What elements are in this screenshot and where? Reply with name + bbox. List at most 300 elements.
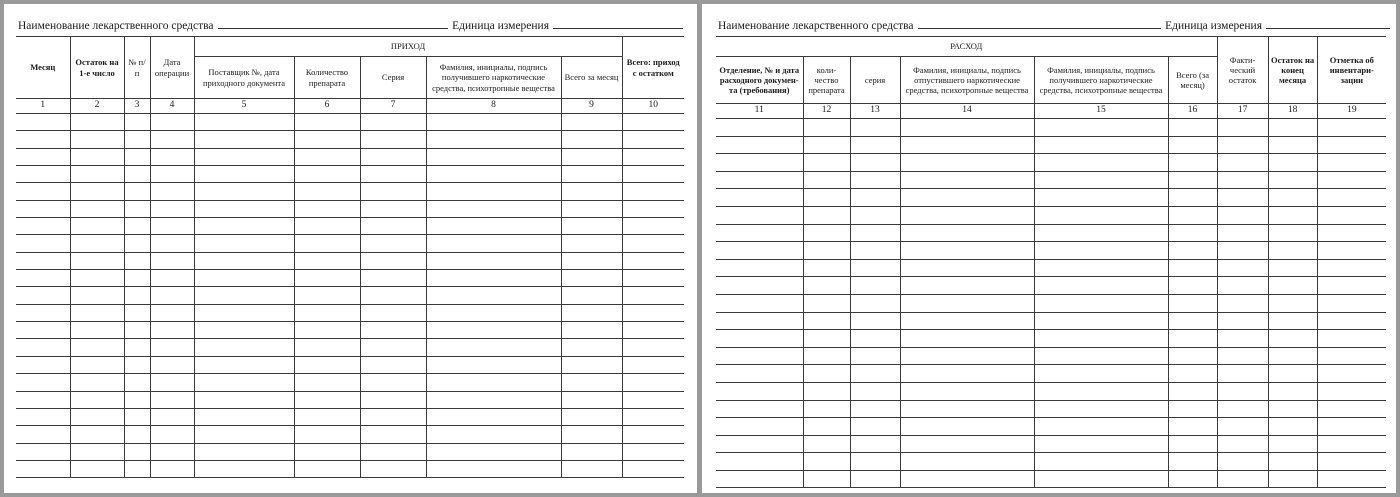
entry-cell[interactable] xyxy=(900,347,1034,365)
entry-cell[interactable] xyxy=(803,418,850,436)
entry-cell[interactable] xyxy=(360,287,426,304)
entry-cell[interactable] xyxy=(1034,206,1168,224)
entry-cell[interactable] xyxy=(716,347,803,365)
entry-cell[interactable] xyxy=(124,426,150,443)
entry-cell[interactable] xyxy=(1268,242,1317,260)
entry-cell[interactable] xyxy=(360,252,426,269)
entry-cell[interactable] xyxy=(850,330,900,348)
entry-cell[interactable] xyxy=(1217,470,1268,488)
entry-cell[interactable] xyxy=(716,206,803,224)
entry-cell[interactable] xyxy=(1268,119,1317,137)
entry-cell[interactable] xyxy=(70,391,124,408)
entry-cell[interactable] xyxy=(1168,206,1217,224)
entry-cell[interactable] xyxy=(803,453,850,471)
entry-cell[interactable] xyxy=(294,304,360,321)
entry-cell[interactable] xyxy=(150,252,194,269)
entry-cell[interactable] xyxy=(561,304,622,321)
entry-cell[interactable] xyxy=(803,136,850,154)
entry-cell[interactable] xyxy=(716,453,803,471)
entry-cell[interactable] xyxy=(360,339,426,356)
entry-cell[interactable] xyxy=(1317,330,1386,348)
entry-cell[interactable] xyxy=(1268,453,1317,471)
entry-cell[interactable] xyxy=(716,312,803,330)
entry-cell[interactable] xyxy=(360,235,426,252)
entry-cell[interactable] xyxy=(1268,189,1317,207)
entry-cell[interactable] xyxy=(426,200,561,217)
entry-cell[interactable] xyxy=(70,252,124,269)
entry-cell[interactable] xyxy=(150,408,194,425)
entry-cell[interactable] xyxy=(803,382,850,400)
entry-cell[interactable] xyxy=(716,435,803,453)
entry-cell[interactable] xyxy=(294,443,360,460)
entry-cell[interactable] xyxy=(294,287,360,304)
entry-cell[interactable] xyxy=(194,322,294,339)
entry-cell[interactable] xyxy=(900,330,1034,348)
entry-cell[interactable] xyxy=(850,277,900,295)
entry-cell[interactable] xyxy=(1268,206,1317,224)
entry-cell[interactable] xyxy=(70,443,124,460)
entry-cell[interactable] xyxy=(70,287,124,304)
entry-cell[interactable] xyxy=(150,322,194,339)
entry-cell[interactable] xyxy=(360,356,426,373)
entry-cell[interactable] xyxy=(16,235,70,252)
entry-cell[interactable] xyxy=(803,435,850,453)
entry-cell[interactable] xyxy=(716,136,803,154)
entry-cell[interactable] xyxy=(1317,418,1386,436)
entry-cell[interactable] xyxy=(294,166,360,183)
entry-cell[interactable] xyxy=(803,277,850,295)
entry-cell[interactable] xyxy=(1268,400,1317,418)
entry-cell[interactable] xyxy=(1168,330,1217,348)
entry-cell[interactable] xyxy=(1217,435,1268,453)
entry-cell[interactable] xyxy=(1217,119,1268,137)
entry-cell[interactable] xyxy=(850,119,900,137)
entry-cell[interactable] xyxy=(70,183,124,200)
entry-cell[interactable] xyxy=(150,426,194,443)
entry-cell[interactable] xyxy=(1168,400,1217,418)
entry-cell[interactable] xyxy=(150,166,194,183)
entry-cell[interactable] xyxy=(1217,259,1268,277)
entry-cell[interactable] xyxy=(1268,224,1317,242)
entry-cell[interactable] xyxy=(70,235,124,252)
entry-cell[interactable] xyxy=(561,252,622,269)
entry-cell[interactable] xyxy=(294,114,360,131)
entry-cell[interactable] xyxy=(1217,312,1268,330)
entry-cell[interactable] xyxy=(1268,418,1317,436)
entry-cell[interactable] xyxy=(1268,470,1317,488)
entry-cell[interactable] xyxy=(622,252,684,269)
entry-cell[interactable] xyxy=(716,119,803,137)
entry-cell[interactable] xyxy=(1034,189,1168,207)
entry-cell[interactable] xyxy=(70,304,124,321)
entry-cell[interactable] xyxy=(70,166,124,183)
entry-cell[interactable] xyxy=(803,119,850,137)
entry-cell[interactable] xyxy=(622,131,684,148)
entry-cell[interactable] xyxy=(900,294,1034,312)
entry-cell[interactable] xyxy=(1168,171,1217,189)
entry-cell[interactable] xyxy=(360,304,426,321)
entry-cell[interactable] xyxy=(803,171,850,189)
entry-cell[interactable] xyxy=(426,374,561,391)
entry-cell[interactable] xyxy=(16,339,70,356)
entry-cell[interactable] xyxy=(850,453,900,471)
entry-cell[interactable] xyxy=(1268,259,1317,277)
entry-cell[interactable] xyxy=(1034,294,1168,312)
entry-cell[interactable] xyxy=(360,200,426,217)
entry-cell[interactable] xyxy=(850,400,900,418)
entry-cell[interactable] xyxy=(1034,277,1168,295)
entry-cell[interactable] xyxy=(124,374,150,391)
entry-cell[interactable] xyxy=(850,347,900,365)
entry-cell[interactable] xyxy=(716,365,803,383)
entry-cell[interactable] xyxy=(124,356,150,373)
entry-cell[interactable] xyxy=(850,294,900,312)
entry-cell[interactable] xyxy=(1217,453,1268,471)
entry-cell[interactable] xyxy=(1034,330,1168,348)
entry-cell[interactable] xyxy=(294,460,360,477)
entry-cell[interactable] xyxy=(1217,154,1268,172)
entry-cell[interactable] xyxy=(1034,382,1168,400)
entry-cell[interactable] xyxy=(426,270,561,287)
entry-cell[interactable] xyxy=(294,408,360,425)
entry-cell[interactable] xyxy=(1168,312,1217,330)
entry-cell[interactable] xyxy=(1317,435,1386,453)
entry-cell[interactable] xyxy=(1268,294,1317,312)
entry-cell[interactable] xyxy=(150,200,194,217)
entry-cell[interactable] xyxy=(194,339,294,356)
entry-cell[interactable] xyxy=(622,443,684,460)
entry-cell[interactable] xyxy=(850,418,900,436)
entry-cell[interactable] xyxy=(16,443,70,460)
entry-cell[interactable] xyxy=(294,339,360,356)
entry-cell[interactable] xyxy=(70,131,124,148)
entry-cell[interactable] xyxy=(716,277,803,295)
entry-cell[interactable] xyxy=(1217,382,1268,400)
entry-cell[interactable] xyxy=(716,154,803,172)
entry-cell[interactable] xyxy=(70,322,124,339)
entry-cell[interactable] xyxy=(194,374,294,391)
entry-cell[interactable] xyxy=(360,391,426,408)
entry-cell[interactable] xyxy=(16,304,70,321)
entry-cell[interactable] xyxy=(900,470,1034,488)
entry-cell[interactable] xyxy=(1268,347,1317,365)
entry-cell[interactable] xyxy=(803,400,850,418)
entry-cell[interactable] xyxy=(850,224,900,242)
entry-cell[interactable] xyxy=(561,183,622,200)
entry-cell[interactable] xyxy=(194,443,294,460)
entry-cell[interactable] xyxy=(1168,470,1217,488)
entry-cell[interactable] xyxy=(1034,224,1168,242)
entry-cell[interactable] xyxy=(194,270,294,287)
entry-cell[interactable] xyxy=(150,114,194,131)
entry-cell[interactable] xyxy=(900,277,1034,295)
entry-cell[interactable] xyxy=(561,460,622,477)
entry-cell[interactable] xyxy=(622,114,684,131)
entry-cell[interactable] xyxy=(70,270,124,287)
entry-cell[interactable] xyxy=(150,339,194,356)
entry-cell[interactable] xyxy=(561,166,622,183)
entry-cell[interactable] xyxy=(561,218,622,235)
entry-cell[interactable] xyxy=(622,391,684,408)
entry-cell[interactable] xyxy=(622,183,684,200)
entry-cell[interactable] xyxy=(150,460,194,477)
entry-cell[interactable] xyxy=(124,183,150,200)
entry-cell[interactable] xyxy=(622,304,684,321)
entry-cell[interactable] xyxy=(1034,242,1168,260)
entry-cell[interactable] xyxy=(16,374,70,391)
entry-cell[interactable] xyxy=(1034,119,1168,137)
entry-cell[interactable] xyxy=(70,339,124,356)
entry-cell[interactable] xyxy=(803,347,850,365)
entry-cell[interactable] xyxy=(1034,470,1168,488)
entry-cell[interactable] xyxy=(426,287,561,304)
entry-cell[interactable] xyxy=(150,131,194,148)
entry-cell[interactable] xyxy=(561,235,622,252)
entry-cell[interactable] xyxy=(622,408,684,425)
entry-cell[interactable] xyxy=(16,322,70,339)
entry-cell[interactable] xyxy=(900,224,1034,242)
entry-cell[interactable] xyxy=(900,259,1034,277)
entry-cell[interactable] xyxy=(124,200,150,217)
entry-cell[interactable] xyxy=(150,235,194,252)
entry-cell[interactable] xyxy=(1034,365,1168,383)
entry-cell[interactable] xyxy=(124,408,150,425)
entry-cell[interactable] xyxy=(194,408,294,425)
entry-cell[interactable] xyxy=(561,322,622,339)
entry-cell[interactable] xyxy=(850,206,900,224)
entry-cell[interactable] xyxy=(561,200,622,217)
entry-cell[interactable] xyxy=(1217,171,1268,189)
entry-cell[interactable] xyxy=(1317,400,1386,418)
entry-cell[interactable] xyxy=(561,443,622,460)
entry-cell[interactable] xyxy=(716,224,803,242)
entry-cell[interactable] xyxy=(1317,277,1386,295)
entry-cell[interactable] xyxy=(1034,136,1168,154)
entry-cell[interactable] xyxy=(426,426,561,443)
entry-cell[interactable] xyxy=(194,252,294,269)
entry-cell[interactable] xyxy=(124,443,150,460)
entry-cell[interactable] xyxy=(124,114,150,131)
entry-cell[interactable] xyxy=(622,339,684,356)
entry-cell[interactable] xyxy=(294,270,360,287)
entry-cell[interactable] xyxy=(360,183,426,200)
entry-cell[interactable] xyxy=(622,200,684,217)
entry-cell[interactable] xyxy=(426,322,561,339)
entry-cell[interactable] xyxy=(561,374,622,391)
entry-cell[interactable] xyxy=(1317,470,1386,488)
entry-cell[interactable] xyxy=(1268,330,1317,348)
entry-cell[interactable] xyxy=(716,400,803,418)
entry-cell[interactable] xyxy=(426,339,561,356)
entry-cell[interactable] xyxy=(16,114,70,131)
entry-cell[interactable] xyxy=(150,356,194,373)
entry-cell[interactable] xyxy=(70,218,124,235)
unit-field[interactable] xyxy=(1266,20,1390,29)
entry-cell[interactable] xyxy=(360,131,426,148)
entry-cell[interactable] xyxy=(1268,312,1317,330)
entry-cell[interactable] xyxy=(716,259,803,277)
entry-cell[interactable] xyxy=(194,114,294,131)
entry-cell[interactable] xyxy=(426,356,561,373)
entry-cell[interactable] xyxy=(1034,312,1168,330)
entry-cell[interactable] xyxy=(16,183,70,200)
entry-cell[interactable] xyxy=(1217,189,1268,207)
entry-cell[interactable] xyxy=(1268,136,1317,154)
entry-cell[interactable] xyxy=(16,252,70,269)
entry-cell[interactable] xyxy=(1168,154,1217,172)
entry-cell[interactable] xyxy=(360,443,426,460)
entry-cell[interactable] xyxy=(294,200,360,217)
entry-cell[interactable] xyxy=(194,287,294,304)
entry-cell[interactable] xyxy=(1168,119,1217,137)
entry-cell[interactable] xyxy=(1317,171,1386,189)
entry-cell[interactable] xyxy=(622,460,684,477)
entry-cell[interactable] xyxy=(900,382,1034,400)
entry-cell[interactable] xyxy=(294,131,360,148)
entry-cell[interactable] xyxy=(1034,154,1168,172)
entry-cell[interactable] xyxy=(850,171,900,189)
entry-cell[interactable] xyxy=(1317,242,1386,260)
entry-cell[interactable] xyxy=(561,114,622,131)
entry-cell[interactable] xyxy=(1217,365,1268,383)
entry-cell[interactable] xyxy=(1168,294,1217,312)
entry-cell[interactable] xyxy=(16,270,70,287)
entry-cell[interactable] xyxy=(124,287,150,304)
entry-cell[interactable] xyxy=(561,339,622,356)
entry-cell[interactable] xyxy=(16,287,70,304)
entry-cell[interactable] xyxy=(294,356,360,373)
entry-cell[interactable] xyxy=(900,312,1034,330)
entry-cell[interactable] xyxy=(1317,259,1386,277)
entry-cell[interactable] xyxy=(1217,347,1268,365)
entry-cell[interactable] xyxy=(70,408,124,425)
entry-cell[interactable] xyxy=(1034,418,1168,436)
entry-cell[interactable] xyxy=(360,270,426,287)
entry-cell[interactable] xyxy=(1317,136,1386,154)
entry-cell[interactable] xyxy=(900,453,1034,471)
drug-name-field[interactable] xyxy=(918,20,1162,29)
entry-cell[interactable] xyxy=(900,119,1034,137)
entry-cell[interactable] xyxy=(360,148,426,165)
entry-cell[interactable] xyxy=(1268,171,1317,189)
entry-cell[interactable] xyxy=(1317,382,1386,400)
entry-cell[interactable] xyxy=(1168,347,1217,365)
entry-cell[interactable] xyxy=(1317,154,1386,172)
entry-cell[interactable] xyxy=(716,470,803,488)
entry-cell[interactable] xyxy=(16,131,70,148)
entry-cell[interactable] xyxy=(561,391,622,408)
entry-cell[interactable] xyxy=(716,189,803,207)
entry-cell[interactable] xyxy=(426,114,561,131)
entry-cell[interactable] xyxy=(194,183,294,200)
entry-cell[interactable] xyxy=(622,374,684,391)
entry-cell[interactable] xyxy=(70,374,124,391)
entry-cell[interactable] xyxy=(124,460,150,477)
entry-cell[interactable] xyxy=(150,374,194,391)
entry-cell[interactable] xyxy=(561,426,622,443)
entry-cell[interactable] xyxy=(426,460,561,477)
entry-cell[interactable] xyxy=(803,189,850,207)
entry-cell[interactable] xyxy=(16,460,70,477)
entry-cell[interactable] xyxy=(70,114,124,131)
entry-cell[interactable] xyxy=(1217,330,1268,348)
entry-cell[interactable] xyxy=(900,154,1034,172)
entry-cell[interactable] xyxy=(850,435,900,453)
entry-cell[interactable] xyxy=(294,426,360,443)
entry-cell[interactable] xyxy=(150,183,194,200)
entry-cell[interactable] xyxy=(294,235,360,252)
entry-cell[interactable] xyxy=(194,304,294,321)
entry-cell[interactable] xyxy=(561,148,622,165)
entry-cell[interactable] xyxy=(16,408,70,425)
entry-cell[interactable] xyxy=(360,374,426,391)
entry-cell[interactable] xyxy=(1168,224,1217,242)
entry-cell[interactable] xyxy=(803,154,850,172)
entry-cell[interactable] xyxy=(803,259,850,277)
entry-cell[interactable] xyxy=(124,391,150,408)
entry-cell[interactable] xyxy=(900,189,1034,207)
entry-cell[interactable] xyxy=(803,312,850,330)
entry-cell[interactable] xyxy=(1034,453,1168,471)
entry-cell[interactable] xyxy=(1217,224,1268,242)
entry-cell[interactable] xyxy=(900,400,1034,418)
entry-cell[interactable] xyxy=(716,330,803,348)
entry-cell[interactable] xyxy=(426,218,561,235)
entry-cell[interactable] xyxy=(124,218,150,235)
entry-cell[interactable] xyxy=(194,131,294,148)
entry-cell[interactable] xyxy=(124,148,150,165)
entry-cell[interactable] xyxy=(150,287,194,304)
entry-cell[interactable] xyxy=(1268,435,1317,453)
entry-cell[interactable] xyxy=(360,166,426,183)
entry-cell[interactable] xyxy=(900,136,1034,154)
entry-cell[interactable] xyxy=(150,270,194,287)
entry-cell[interactable] xyxy=(1034,435,1168,453)
entry-cell[interactable] xyxy=(16,218,70,235)
entry-cell[interactable] xyxy=(850,259,900,277)
entry-cell[interactable] xyxy=(716,294,803,312)
entry-cell[interactable] xyxy=(622,356,684,373)
entry-cell[interactable] xyxy=(294,252,360,269)
entry-cell[interactable] xyxy=(1034,347,1168,365)
entry-cell[interactable] xyxy=(194,460,294,477)
entry-cell[interactable] xyxy=(70,200,124,217)
entry-cell[interactable] xyxy=(716,418,803,436)
entry-cell[interactable] xyxy=(850,365,900,383)
entry-cell[interactable] xyxy=(1317,365,1386,383)
entry-cell[interactable] xyxy=(1168,242,1217,260)
entry-cell[interactable] xyxy=(1317,189,1386,207)
entry-cell[interactable] xyxy=(70,356,124,373)
entry-cell[interactable] xyxy=(803,330,850,348)
entry-cell[interactable] xyxy=(426,148,561,165)
entry-cell[interactable] xyxy=(150,304,194,321)
entry-cell[interactable] xyxy=(360,460,426,477)
entry-cell[interactable] xyxy=(1268,382,1317,400)
entry-cell[interactable] xyxy=(124,270,150,287)
entry-cell[interactable] xyxy=(850,382,900,400)
entry-cell[interactable] xyxy=(1217,277,1268,295)
entry-cell[interactable] xyxy=(16,391,70,408)
entry-cell[interactable] xyxy=(294,391,360,408)
entry-cell[interactable] xyxy=(360,114,426,131)
entry-cell[interactable] xyxy=(561,408,622,425)
entry-cell[interactable] xyxy=(16,426,70,443)
entry-cell[interactable] xyxy=(194,235,294,252)
entry-cell[interactable] xyxy=(900,435,1034,453)
entry-cell[interactable] xyxy=(622,148,684,165)
entry-cell[interactable] xyxy=(124,131,150,148)
